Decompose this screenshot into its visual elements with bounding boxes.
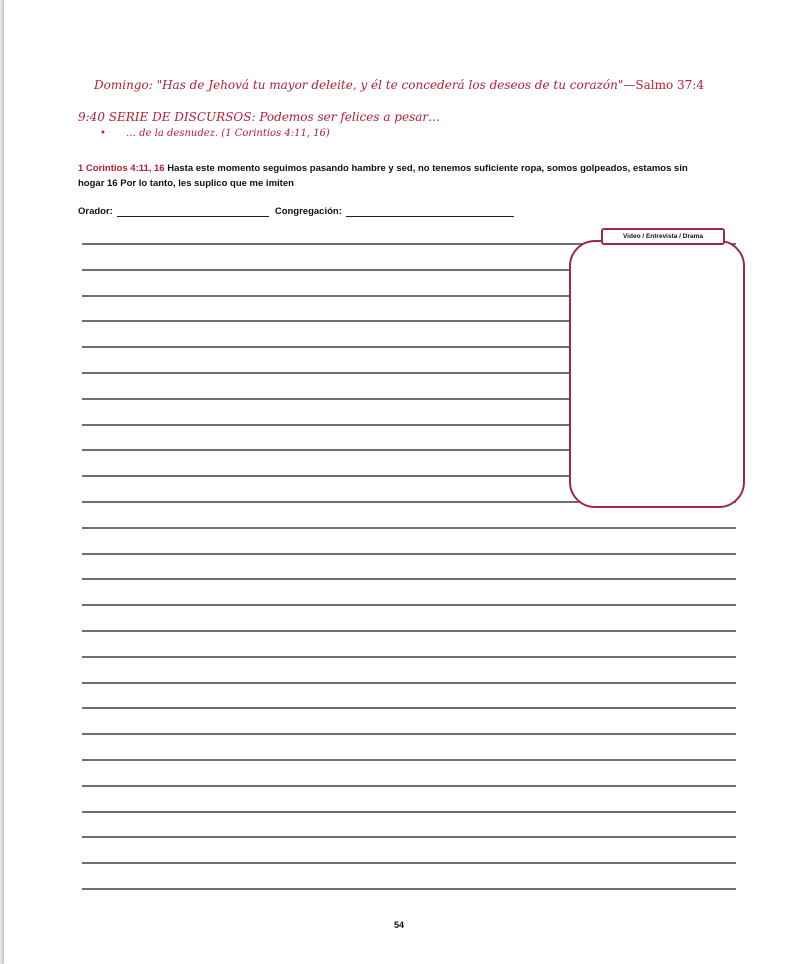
writing-line[interactable] xyxy=(82,707,736,709)
writing-line[interactable] xyxy=(82,682,736,684)
writing-line[interactable] xyxy=(82,578,736,580)
writing-line[interactable] xyxy=(82,630,736,632)
bullet-item xyxy=(100,128,330,139)
writing-line[interactable] xyxy=(82,553,736,555)
congregation-blank[interactable] xyxy=(346,206,514,217)
media-label: Video / Entrevista / Drama xyxy=(601,228,725,245)
writing-line[interactable] xyxy=(82,656,736,658)
media-notes-box[interactable] xyxy=(569,240,745,508)
bullet-icon: • xyxy=(100,128,106,139)
page-number: 54 xyxy=(393,920,404,930)
writing-line[interactable] xyxy=(82,527,736,529)
writing-line[interactable] xyxy=(82,785,736,787)
daily-theme xyxy=(4,78,794,92)
writing-line[interactable] xyxy=(82,836,736,838)
writing-line[interactable] xyxy=(82,733,736,735)
scripture-reference: 1 Corintios 4:11, 16 xyxy=(78,163,165,174)
theme-text: Domingo: "Has de Jehová tu mayor deleite, y él te concederá los deseos de tu corazón" xyxy=(94,78,624,92)
notes-page xyxy=(4,0,794,964)
speaker-label: Orador: xyxy=(78,206,113,217)
writing-line[interactable] xyxy=(82,862,736,864)
section-title: 9:40 SERIE DE DISCURSOS: Podemos ser felices a pesar… xyxy=(78,110,441,124)
writing-line[interactable] xyxy=(82,759,736,761)
scripture-passage xyxy=(78,161,698,191)
theme-reference: —Salmo 37:4 xyxy=(623,78,704,92)
scripture-text: Hasta este momento seguimos pasando hambre y sed, no tenemos suficiente ropa, somos golpeados, estamos sin hogar 16 Por lo tanto, les suplico que me imiten xyxy=(78,163,688,189)
speaker-blank[interactable] xyxy=(117,206,269,217)
writing-line[interactable] xyxy=(82,604,736,606)
bullet-text: … de la desnudez. (1 Corintios 4:11, 16) xyxy=(126,128,330,139)
speaker-fields xyxy=(78,206,520,217)
writing-line[interactable] xyxy=(82,888,736,890)
congregation-label: Congregación: xyxy=(274,206,342,217)
writing-line[interactable] xyxy=(82,811,736,813)
